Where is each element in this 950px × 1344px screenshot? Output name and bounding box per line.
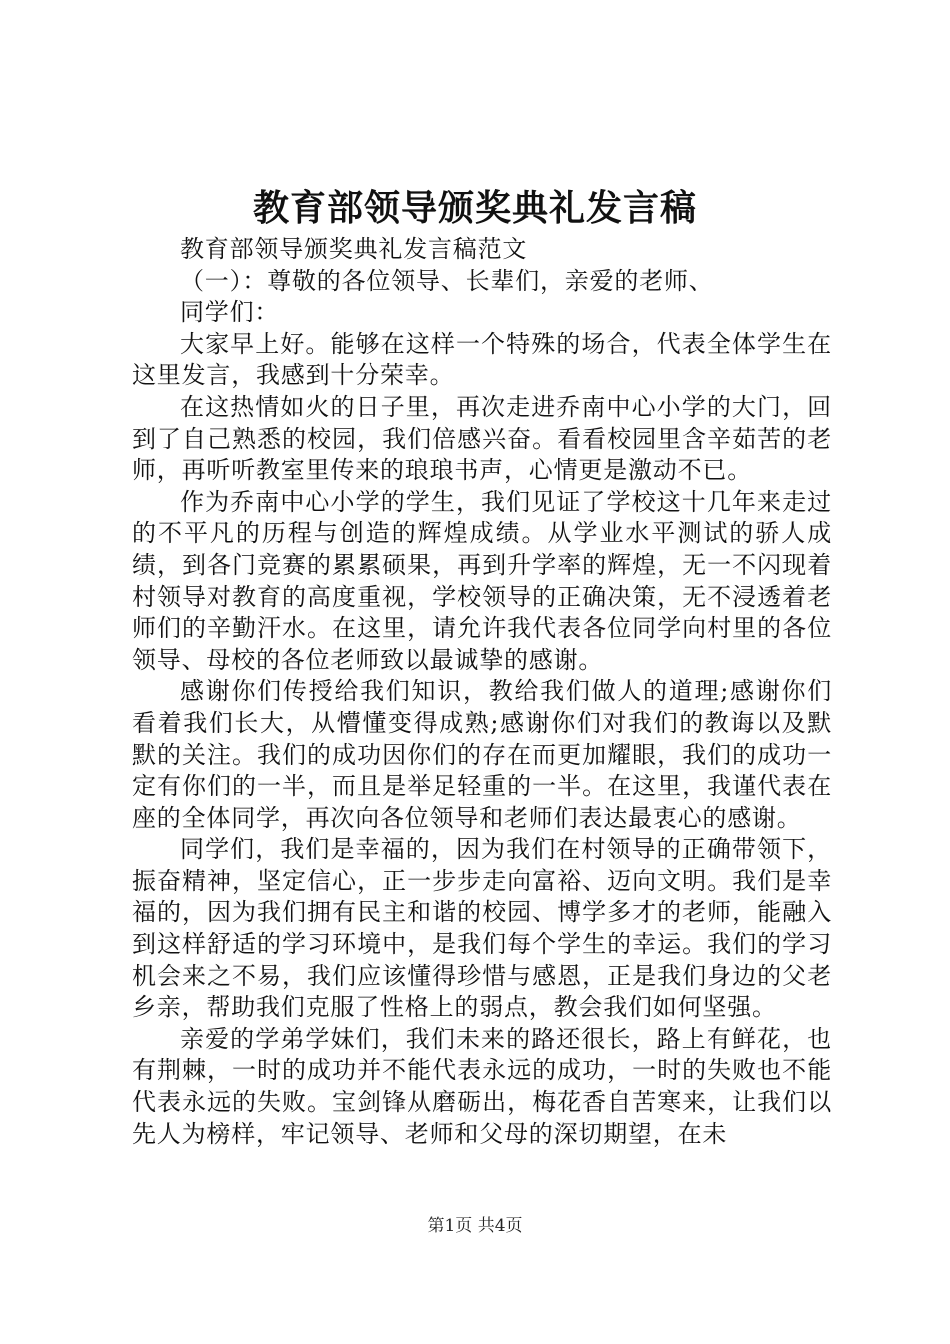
document-body [132, 234, 832, 1150]
document-title: 教育部领导颁奖典礼发言稿 [252, 187, 697, 229]
paragraph: 同学们，我们是幸福的，因为我们在村领导的正确带领下，振奋精神，坚定信心，正一步步走向富裕、迈向文明。我们是幸福的，因为我们拥有民主和谐的校园、博学多才的老师，能融入到这样舒适的学习环境中，是我们每个学生的幸运。我们的学习机会来之不易，我们应该懂得珍惜与感恩，正是我们身边的父老乡亲，帮助我们克服了性格上的弱点，教会我们如何坚强。 [132, 835, 832, 1022]
paragraph-subtitle: 教育部领导颁奖典礼发言稿范文 [180, 235, 528, 263]
paragraph: 亲爱的学弟学妹们，我们未来的路还很长，路上有鲜花，也有荆棘，一时的成功并不能代表永远的成功，一时的失败也不能代表永远的失败。宝剑锋从磨砺出，梅花香自苦寒来，让我们以先人为榜样，牢记领导、老师和父母的深切期望，在未 [132, 1024, 832, 1148]
paragraph: 大家早上好。能够在这样一个特殊的场合，代表全体学生在这里发言，我感到十分荣幸。 [132, 329, 832, 390]
paragraph: 感谢你们传授给我们知识，教给我们做人的道理;感谢你们看着我们长大，从懵懂变得成熟;感谢你们对我们的教诲以及默默的关注。我们的成功因你们的存在而更加耀眼，我们的成功一定有你们的一半，而且是举足轻重的一半。在这里，我谨代表在座的全体同学，再次向各位领导和老师们表达最衷心的感谢。 [132, 677, 832, 832]
paragraph-salutation: （一）：尊敬的各位领导、长辈们，亲爱的老师、 [180, 266, 714, 295]
paragraph: 作为乔南中心小学的学生，我们见证了学校这十几年来走过的不平凡的历程与创造的辉煌成绩。从学业水平测试的骄人成绩，到各门竞赛的累累硕果，再到升学率的辉煌，无一不闪现着村领导对教育的高度重视，学校领导的正确决策，无不浸透着老师们的辛勤汗水。在这里，请允许我代表各位同学向村里的各位领导、母校的各位老师致以最诚挚的感谢。 [132, 487, 832, 674]
paragraph-salutation-end: 同学们： [180, 298, 280, 327]
paragraph: 在这热情如火的日子里，再次走进乔南中心小学的大门，回到了自己熟悉的校园，我们倍感兴奋。看看校园里含辛茹苦的老师，再听听教室里传来的琅琅书声，心情更是激动不已。 [132, 392, 832, 485]
page-footer: 第1页 共4页 [427, 1216, 523, 1236]
